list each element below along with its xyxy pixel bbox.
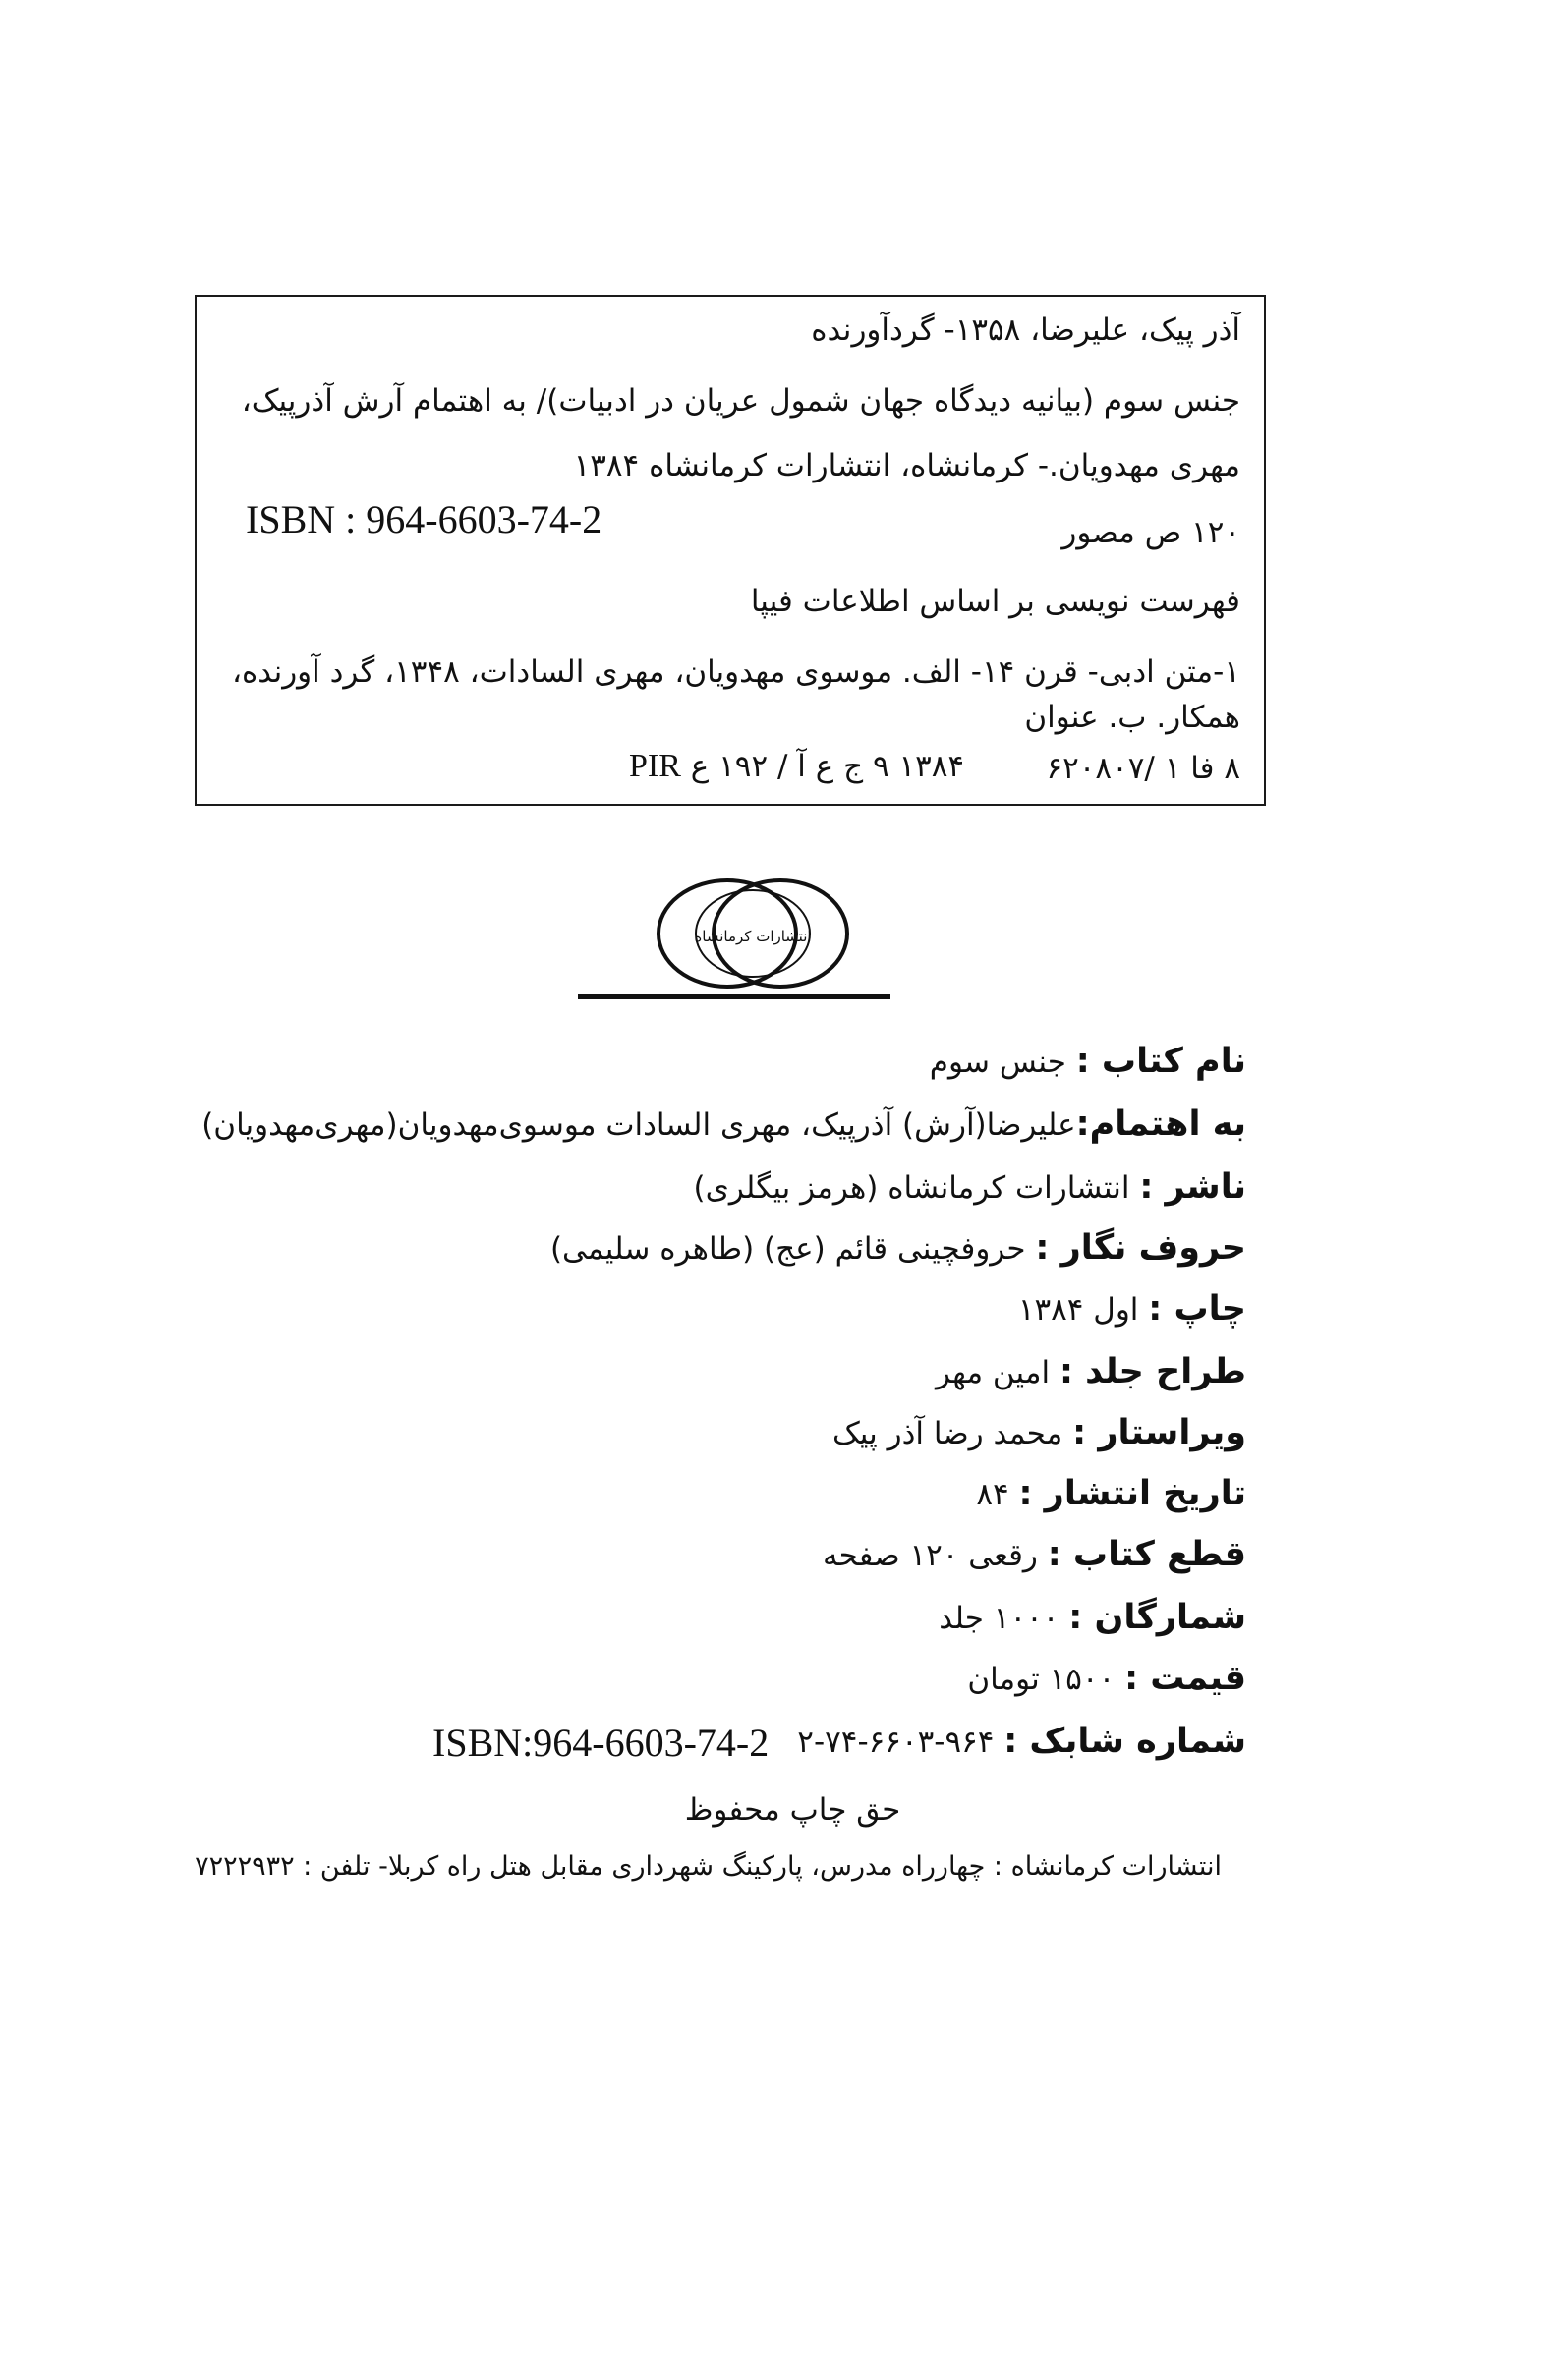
format-label: قطع کتاب : [1047, 1535, 1246, 1574]
editor-value: علیرضا(آرش) آذرپیک، مهری السادات موسوی‌مهدویان(مهری‌مهدویان) [201, 1107, 1076, 1143]
circulation-label: شمارگان : [1068, 1598, 1246, 1637]
logo-underline-rule [578, 994, 890, 999]
book-title-row [930, 1040, 1246, 1084]
cip-dewey-number: ۸ فا ۱ /۶۲۰۸۰۷ [1046, 751, 1240, 786]
editor-row [201, 1103, 1246, 1147]
cip-imprint: مهری مهدویان.- کرمانشاه، انتشارات کرمانشاه ۱۳۸۴ [573, 448, 1240, 483]
copyeditor-row [832, 1411, 1246, 1455]
typesetter-value: حروفچینی قائم (عج) (طاهره سلیمی) [549, 1231, 1026, 1267]
publisher-label: ناشر : [1139, 1167, 1246, 1207]
cover-designer-row [936, 1350, 1246, 1394]
print-label: چاپ : [1148, 1289, 1246, 1329]
book-title-value: جنس سوم [929, 1045, 1066, 1080]
publisher-logo-text: انتشارات کرمانشاه [694, 928, 812, 945]
isbn-value-latin: ISBN:964-6603-74-2 [432, 1721, 770, 1765]
publisher-row [693, 1165, 1246, 1210]
cataloging-in-publication-box [195, 295, 1266, 806]
price-label: قیمت : [1124, 1659, 1246, 1698]
typesetter-label: حروف نگار : [1035, 1228, 1246, 1268]
isbn-row [797, 1720, 1246, 1764]
cip-lc-classmark [629, 747, 964, 786]
publisher-value: انتشارات کرمانشاه (هرمز بیگلری) [693, 1170, 1130, 1206]
isbn-value-persian: ۹۶۴-۶۶۰۳-۷۴-۲ [797, 1725, 995, 1760]
cip-lc-class-pir: PIR [629, 748, 681, 784]
pubdate-row [976, 1472, 1246, 1516]
pubdate-label: تاریخ انتشار : [1018, 1474, 1246, 1513]
cip-fipa-note: فهرست نویسی بر اساس اطلاعات فیپا [750, 584, 1240, 619]
cover-designer-label: طراح جلد : [1059, 1352, 1246, 1391]
price-value: ۱۵۰۰ تومان [967, 1662, 1116, 1697]
cip-main-entry: آذر پیک، علیرضا، ۱۳۵۸- گردآورنده [811, 312, 1240, 348]
cip-subjects: ۱-متن ادبی- قرن ۱۴- الف. موسوی مهدویان، مهری السادات، ۱۳۴۸، گرد آورنده، [232, 654, 1240, 690]
print-value: اول ۱۳۸۴ [1017, 1292, 1139, 1328]
publisher-address: انتشارات کرمانشاه : چهارراه مدرس، پارکینگ شهرداری مقابل هتل راه کربلا- تلفن : ۷۲۲۲۹۳۲ [195, 1851, 1222, 1882]
cip-isbn: ISBN : 964-6603-74-2 [246, 497, 602, 541]
editor-label: به اهتمام: [1075, 1105, 1246, 1144]
typesetter-row [550, 1226, 1246, 1271]
circulation-row [939, 1596, 1246, 1640]
cip-lc-class-digits: ۱۳۸۴ ۹ ج ع آ / ۱۹۲ ع [690, 749, 965, 784]
isbn-label: شماره شابک : [1003, 1722, 1246, 1761]
pubdate-value: ۸۴ [976, 1477, 1009, 1512]
copyright-notice: حق چاپ محفوظ [684, 1792, 901, 1828]
copyeditor-value: محمد رضا آذر پیک [832, 1416, 1063, 1451]
publisher-logo [619, 873, 855, 1010]
cover-designer-value: امین مهر [936, 1355, 1051, 1390]
cip-added-entries: همکار. ب. عنوان [1024, 700, 1240, 735]
format-row [823, 1533, 1246, 1577]
publisher-logo-graphic [619, 873, 855, 1010]
cip-title-statement: جنس سوم (بیانیه دیدگاه جهان شمول عریان در ادبیات)/ به اهتمام آرش آذرپیک، [241, 383, 1240, 419]
copyeditor-label: ویراستار : [1072, 1413, 1246, 1452]
price-row [967, 1657, 1246, 1701]
circulation-value: ۱۰۰۰ جلد [939, 1601, 1059, 1636]
book-title-label: نام کتاب : [1075, 1042, 1246, 1081]
print-row [1018, 1287, 1246, 1332]
cip-pagination: ۱۲۰ ص مصور [1061, 515, 1240, 550]
format-value: رقعی ۱۲۰ صفحه [823, 1538, 1038, 1573]
